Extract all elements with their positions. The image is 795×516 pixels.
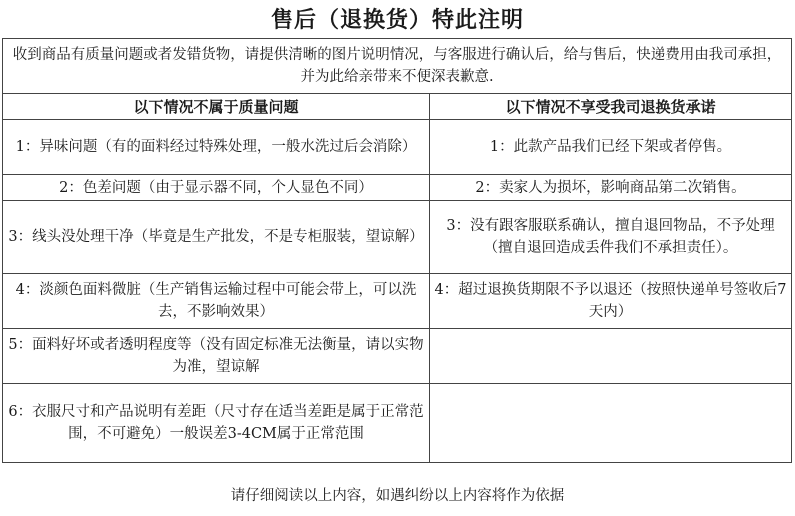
empty-cell xyxy=(430,384,792,463)
table-row xyxy=(3,120,792,175)
table-row xyxy=(3,384,792,463)
footer-note: 请仔细阅读以上内容，如遇纠纷以上内容将作为依据 xyxy=(230,488,565,504)
table-row xyxy=(3,274,792,329)
no-return-item: 1：此款产品我们已经下架或者停售。 xyxy=(430,120,792,175)
non-quality-item: 2：色差问题（由于显示器不同，个人显色不同） xyxy=(3,175,430,201)
right-column-header: 以下情况不享受我司退换货承诺 xyxy=(430,94,792,120)
non-quality-item: 4：淡颜色面料微脏（生产销售运输过程中可能会带上，可以洗去，不影响效果） xyxy=(3,274,430,329)
page-title: 售后（退换货）特此注明 xyxy=(270,7,524,33)
intro-row xyxy=(3,39,792,94)
non-quality-item: 5：面料好坏或者透明程度等（没有固定标准无法衡量，请以实物为准，望谅解 xyxy=(3,329,430,384)
non-quality-item: 1：异味问题（有的面料经过特殊处理，一般水洗过后会消除） xyxy=(3,120,430,175)
no-return-item: 2：卖家人为损坏，影响商品第二次销售。 xyxy=(430,175,792,201)
empty-cell xyxy=(430,329,792,384)
header-row xyxy=(3,94,792,120)
table-row xyxy=(3,175,792,201)
intro-text: 收到商品有质量问题或者发错货物，请提供清晰的图片说明情况，与客服进行确认后，给与售后，快递费用由我司承担，并为此给亲带来不便深表歉意. xyxy=(3,39,792,94)
no-return-item: 3：没有跟客服联系确认，擅自退回物品，不予处理（擅自退回造成丢件我们不承担责任）。 xyxy=(430,201,792,274)
non-quality-item: 3：线头没处理干净（毕竟是生产批发，不是专柜服装，望谅解） xyxy=(3,201,430,274)
left-column-header: 以下情况不属于质量问题 xyxy=(3,94,430,120)
table-row xyxy=(3,329,792,384)
non-quality-item: 6：衣服尺寸和产品说明有差距（尺寸存在适当差距是属于正常范围，不可避免）一般误差3-4CM属于正常范围 xyxy=(3,384,430,463)
no-return-item: 4：超过退换货期限不予以退还（按照快递单号签收后7天内） xyxy=(430,274,792,329)
after-sales-policy-table xyxy=(2,38,792,463)
table-row xyxy=(3,201,792,274)
